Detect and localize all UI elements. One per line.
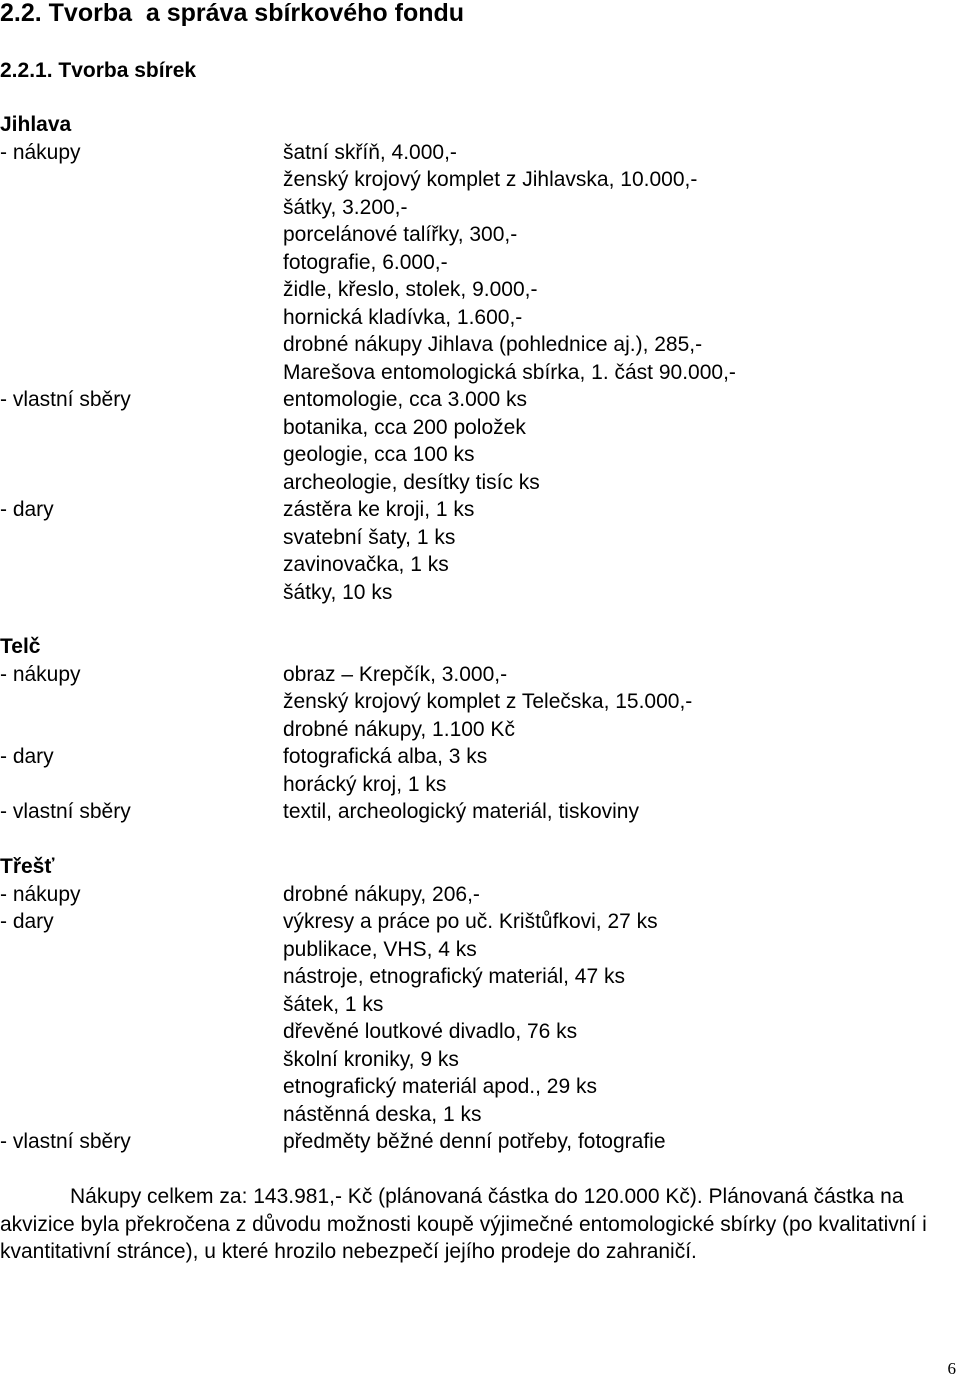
row-value: předměty běžné denní potřeby, fotografie <box>283 1130 666 1153</box>
list-item <box>0 743 960 771</box>
row-label: - dary <box>0 745 54 768</box>
row-value: textil, archeologický materiál, tiskoviny <box>283 800 639 823</box>
row-value: výkresy a práce po uč. Krištůfkovi, 27 ks <box>283 910 658 933</box>
row-label: - vlastní sběry <box>0 1130 131 1153</box>
purchases-summary-paragraph: Nákupy celkem za: 143.981,- Kč (plánovaná částka do 120.000 Kč). Plánovaná částka na akvizice byla překročena z důvodu možnosti koupě výjimečné entomologické sbírky (po kvalitativní i kvantitativní stránce), u které hrozilo nebezpečí jejího prodeje do zahraničí. <box>0 1185 927 1263</box>
row-value: nástroje, etnografický materiál, 47 ks <box>283 965 625 988</box>
row-label: - nákupy <box>0 882 81 906</box>
list-item <box>0 1018 960 1046</box>
list-item <box>0 1073 960 1101</box>
list-item <box>0 716 960 744</box>
row-value: porcelánové talířky, 300,- <box>283 223 518 246</box>
row-label: - dary <box>0 910 54 933</box>
list-item <box>0 1128 960 1156</box>
list-item <box>0 469 960 497</box>
row-value: ženský krojový komplet z Telečska, 15.000,- <box>283 690 693 713</box>
section-heading: 2.2. Tvorba a správa sbírkového fondu <box>0 0 465 27</box>
row-value: šátek, 1 ks <box>283 992 384 1016</box>
list-item <box>0 991 960 1019</box>
list-item <box>0 359 960 387</box>
list-item <box>0 963 960 991</box>
row-value: publikace, VHS, 4 ks <box>283 937 477 961</box>
row-label: - dary <box>0 498 54 521</box>
subsection-heading: 2.2.1. Tvorba sbírek <box>0 59 197 82</box>
row-value: drobné nákupy Jihlava (pohlednice aj.), 285,- <box>283 333 703 356</box>
list-item <box>0 166 960 194</box>
list-item <box>0 139 960 167</box>
list-item <box>0 936 960 964</box>
row-label: - vlastní sběry <box>0 388 131 411</box>
list-item <box>0 798 960 826</box>
row-value: archeologie, desítky tisíc ks <box>283 470 540 494</box>
row-value: židle, křeslo, stolek, 9.000,- <box>283 278 538 301</box>
row-value: svatební šaty, 1 ks <box>283 525 456 549</box>
list-item <box>0 524 960 552</box>
row-value: drobné nákupy, 206,- <box>283 882 480 906</box>
row-value: drobné nákupy, 1.100 Kč <box>283 717 515 741</box>
row-value: hornická kladívka, 1.600,- <box>283 305 523 329</box>
section-title: Telč <box>0 635 41 658</box>
list-item <box>0 1101 960 1129</box>
row-value: entomologie, cca 3.000 ks <box>283 388 527 411</box>
list-item <box>0 414 960 442</box>
row-value: etnografický materiál apod., 29 ks <box>283 1075 597 1098</box>
list-item <box>0 249 960 277</box>
list-item <box>0 771 960 799</box>
row-value: ženský krojový komplet z Jihlavska, 10.000,- <box>283 168 698 191</box>
row-value: nástěnná deska, 1 ks <box>283 1102 482 1126</box>
list-item <box>0 221 960 249</box>
list-item <box>0 496 960 524</box>
page-number: 6 <box>947 1359 956 1378</box>
row-value: zástěra ke kroji, 1 ks <box>283 498 475 521</box>
list-item <box>0 386 960 414</box>
row-label: - nákupy <box>0 662 81 686</box>
row-label: - vlastní sběry <box>0 800 131 823</box>
row-value: šátky, 3.200,- <box>283 195 408 219</box>
list-item <box>0 688 960 716</box>
row-value: školní kroniky, 9 ks <box>283 1047 459 1071</box>
list-item <box>0 551 960 579</box>
section-title: Třešť <box>0 855 55 878</box>
row-value: šátky, 10 ks <box>283 580 393 604</box>
row-value: Marešova entomologická sbírka, 1. část 90.000,- <box>283 360 736 384</box>
list-item <box>0 579 960 607</box>
collection-section-trest <box>0 853 960 1156</box>
list-item <box>0 881 960 909</box>
row-value: zavinovačka, 1 ks <box>283 553 449 576</box>
section-title: Jihlava <box>0 113 72 136</box>
list-item <box>0 194 960 222</box>
row-value: fotografie, 6.000,- <box>283 250 448 274</box>
row-value: horácký kroj, 1 ks <box>283 772 447 796</box>
list-item <box>0 661 960 689</box>
list-item <box>0 441 960 469</box>
collection-section-telc <box>0 633 960 826</box>
row-value: botanika, cca 200 položek <box>283 415 526 439</box>
list-item <box>0 908 960 936</box>
collection-section-jihlava <box>0 111 960 606</box>
row-value: geologie, cca 100 ks <box>283 443 475 466</box>
list-item <box>0 276 960 304</box>
row-value: obraz – Krepčík, 3.000,- <box>283 662 508 686</box>
list-item <box>0 331 960 359</box>
row-value: šatní skříň, 4.000,- <box>283 140 457 164</box>
list-item <box>0 304 960 332</box>
row-label: - nákupy <box>0 140 81 164</box>
row-value: dřevěné loutkové divadlo, 76 ks <box>283 1020 578 1043</box>
row-value: fotografická alba, 3 ks <box>283 745 488 768</box>
list-item <box>0 1046 960 1074</box>
